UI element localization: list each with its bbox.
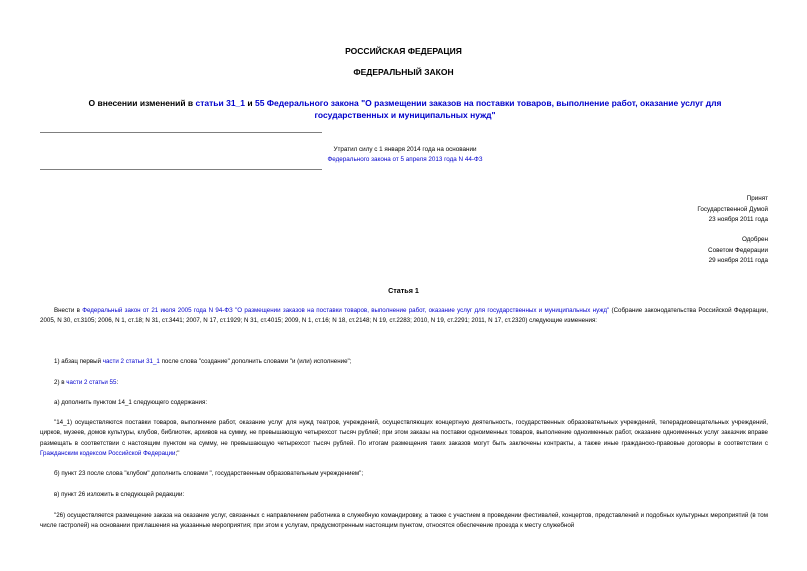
link-law-94fz[interactable]: Федеральный закон от 21 июля 2005 года N 94-ФЗ "О размещении заказов на поставки товаров, выполнение работ, оказание услуг для государственных и муниципальных нужд" [82,307,610,314]
lost-force-text: Утратил силу с 1 января 2014 года на основании [333,146,477,153]
paragraph-item-14-1 [40,418,768,459]
federation-heading: РОССИЙСКАЯ ФЕДЕРАЦИЯ [345,46,462,56]
paragraph-item-v: в) пункт 26 изложить в следующей редакции: [54,491,185,498]
text: 1) абзац первый [54,358,103,365]
text: после слова "создание" дополнить словами "и (или) исполнение"; [159,358,352,365]
divider-bottom [40,169,322,170]
title-link-article-55[interactable]: 55 Федерального закона "О размещении заказов на поставки товаров, выполнение работ, оказание услуг для государственных и муниципальных нужд" [254,98,722,120]
adopted-body: Государственной Думой [697,205,768,213]
paragraph-intro [40,306,768,327]
law-title [60,97,750,121]
link-civil-code[interactable]: Гражданским кодексом Российской Федерации [40,449,176,457]
paragraph-item-b: б) пункт 23 после слова "клубом" дополнить словами ", государственным образовательным учреждением"; [54,470,364,477]
divider-top [40,132,322,133]
paragraph-item-1 [40,357,768,367]
text: 2) в [54,379,67,386]
title-mid: и [245,98,255,108]
adopted-label: Принят [746,195,768,202]
lost-force-link[interactable]: Федерального закона от 5 апреля 2013 года N 44-ФЗ [327,156,483,163]
article-heading: Статья 1 [388,286,419,295]
link-part-2-article-55[interactable]: части 2 статьи 55 [66,379,117,386]
adopted-date: 23 ноября 2011 года [708,216,768,223]
paragraph-item-26: "26) осуществляется размещение заказа на оказание услуг, связанных с направлением работника в служебную командировку, а также с участием в проведении фестивалей, концертов, представлений и подобных культурных мероприятий (в том числе гастролей) на основании приглашения на указанные мероприятия; при этом к услугам, предусмотренным настоящим пунктом, относятся обеспечение проезда к месту служебной [40,512,768,530]
paragraph-item-a: а) дополнить пунктом 14_1 следующего содержания: [54,399,208,406]
adopted-block [568,194,768,226]
title-prefix: О внесении изменений в [88,98,196,108]
text: "14_1) осуществляются поставки товаров, выполнение работ, оказание услуг для нужд театров, учреждений, осуществляющих концертную деятельность, государственных образовательных учреждений, телерадиовещательных учреждений, цирков, музеев, домов культуры, клубов, библиотек, архивов на сумму, не превышающую четырехсот тысяч рублей; при этом заказы на поставки одноименных товаров, выполнение одноименных работ, оказание одноименных услуг заказчик вправе размещать в соответствии с настоящим пунктом на сумму, не превышающую четырехсот тысяч рублей. По итогам размещения таких заказов могут быть заключены контракты, а также иные гражданско-правовые договоры в соответствии с [40,419,768,447]
text: ;" [175,449,180,457]
text: (Собрание законодательства Российской Федерации, 2005, N 30, ст.3105; 2006, N 1, ст.18; N 31, ст.3441; 2007, N 17, ст.1929; N 31, ст.4015; 2009, N 1, ст.16; N 18, ст.2148; N 19, ст.2283; 2010, N 19, ст.2291; 2011, N 17, ст.2320) следующие изменения: [40,307,768,325]
text: : [116,379,119,386]
approved-date: 29 ноября 2011 года [708,257,768,264]
law-type-heading: ФЕДЕРАЛЬНЫЙ ЗАКОН [353,67,454,77]
link-part-2-article-31-1[interactable]: части 2 статьи 31_1 [102,358,160,365]
approved-body: Советом Федерации [708,246,768,254]
paragraph-item-2 [40,378,768,388]
lost-force-note [290,145,520,165]
approved-block [568,235,768,267]
title-link-article-31-1[interactable]: статьи 31_1 [195,98,246,108]
approved-label: Одобрен [741,236,768,243]
text: Внести в [54,307,83,314]
